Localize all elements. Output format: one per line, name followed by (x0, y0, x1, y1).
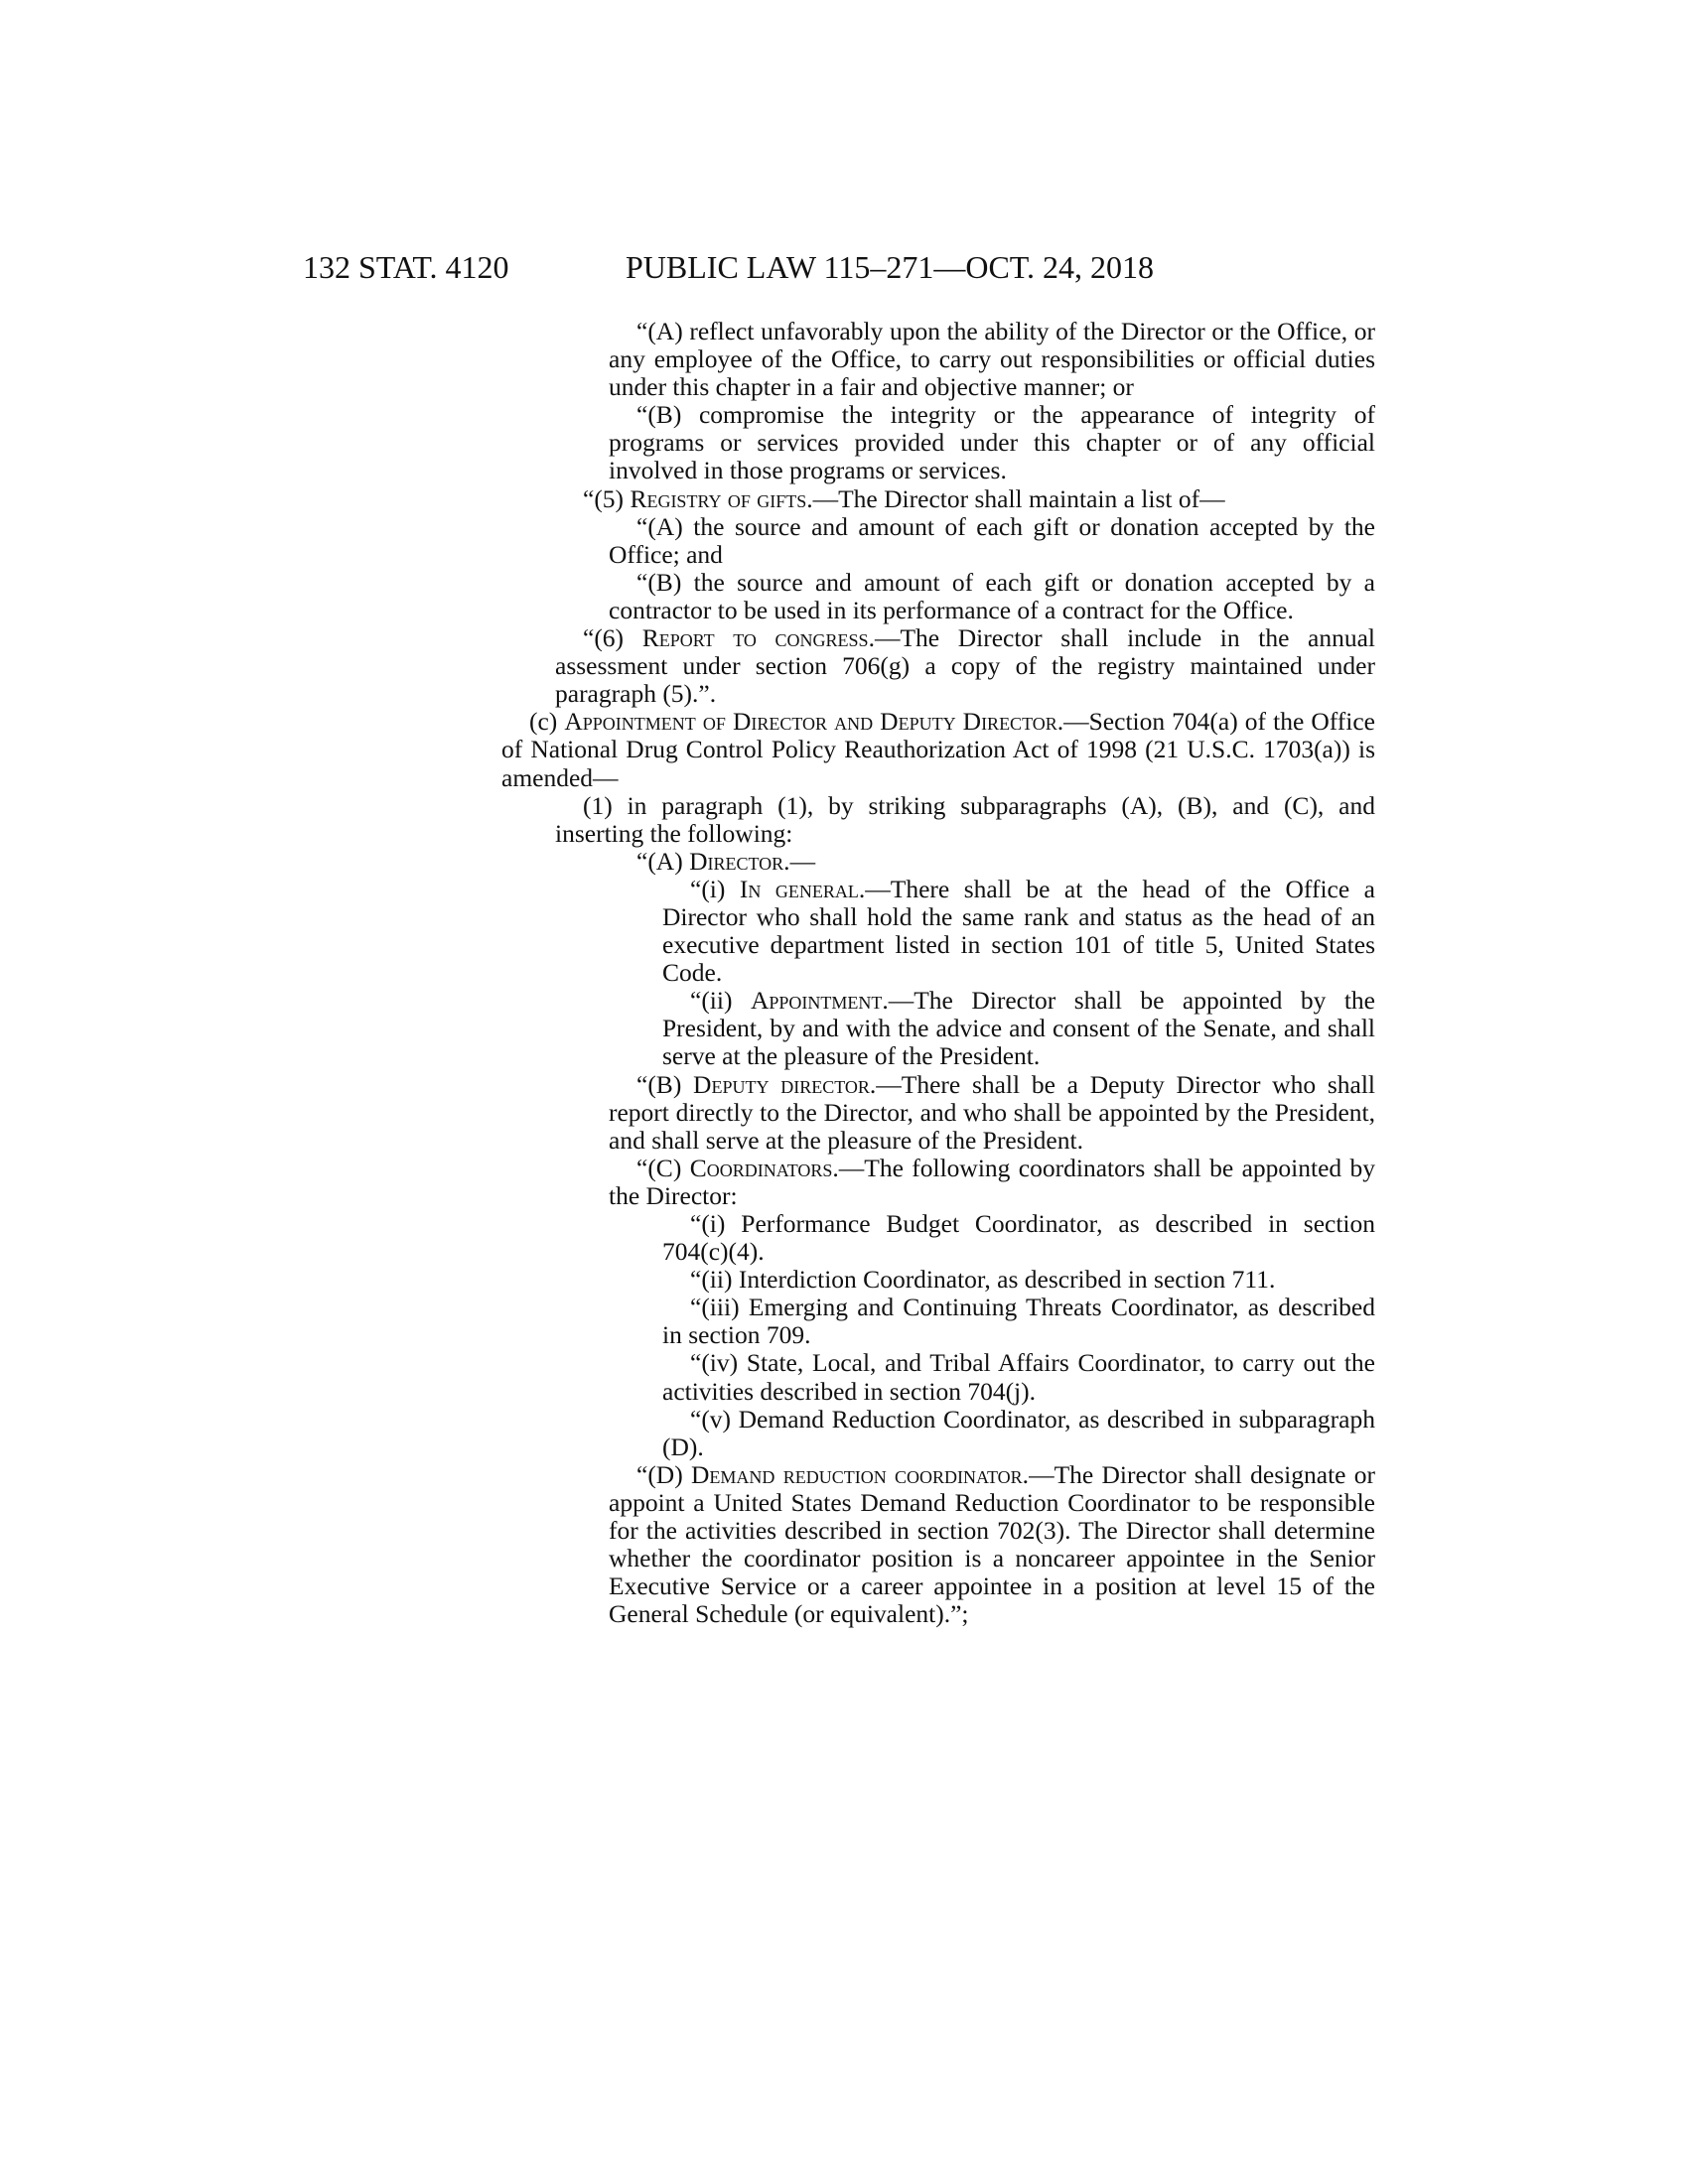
paragraph-text: — (789, 846, 816, 876)
paragraph-heading: Demand reduction coordinator. (691, 1459, 1030, 1489)
paragraph-text: “(A) the source and amount of each gift or donation accepted by the Office; and (609, 511, 1375, 569)
paragraph-text: —There shall be a Deputy Director who shall report directly to the Director, and who shall be appointed by the President, and shall serve at the pleasure of the President. (609, 1069, 1375, 1155)
paragraph-text: —The Director shall maintain a list of— (812, 483, 1225, 513)
paragraph-lead: “(ii) (690, 986, 751, 1016)
subparagraph-b-compromise (501, 401, 1375, 484)
paragraph-heading: Appointment. (750, 986, 889, 1016)
paragraph-text: “(iii) Emerging and Continuing Threats Coordinator, as described in section 709. (662, 1293, 1375, 1350)
paragraph-text: —The Director shall be appointed by the President, by and with the advice and consent of the Senate, and shall serve at the pleasure of the President. (662, 986, 1375, 1071)
body-text (501, 318, 1375, 1628)
clause-ii-appointment (501, 987, 1375, 1070)
paragraph-heading: Appointment of Director and Deputy Director. (564, 707, 1064, 737)
paragraph-lead: “(i) (690, 874, 740, 903)
paragraph-lead: “(B) (636, 1069, 694, 1099)
paragraph-text: (1) in paragraph (1), by striking subparagraphs (A), (B), and (C), and inserting the following: (555, 790, 1375, 848)
paragraph-text: “(ii) Interdiction Coordinator, as described in section 711. (690, 1265, 1276, 1295)
paragraph-6-report (501, 624, 1375, 708)
paragraph-text: “(B) the source and amount of each gift or donation accepted by a contractor to be used in its performance of a contract for the Office. (609, 567, 1375, 624)
subparagraph-a-source-office (501, 513, 1375, 569)
paragraph-lead: “(C) (636, 1153, 690, 1182)
clause-iv-state-local-tribal (501, 1349, 1375, 1405)
running-header: PUBLIC LAW 115–271—OCT. 24, 2018 (626, 249, 1154, 285)
paragraph-text: “(A) reflect unfavorably upon the ability of the Director or the Office, or any employee of the Office, to carry out responsibilities or official duties under this chapter in a fair and objective manner; or (609, 317, 1375, 402)
paragraph-text: “(B) compromise the integrity or the appearance of integrity of programs or services provided under this chapter or of any official involved in those programs or services. (609, 400, 1375, 485)
subsection-c-appointment (501, 708, 1375, 791)
clause-i-performance-budget (501, 1210, 1375, 1266)
paragraph-5-registry (501, 485, 1375, 513)
paragraph-text: —The following coordinators shall be appointed by the Director: (609, 1153, 1376, 1210)
subparagraph-a-reflect (501, 318, 1375, 401)
clause-i-in-general (501, 876, 1375, 987)
statute-page-number: 132 STAT. 4120 (303, 249, 509, 285)
paragraph-text: —There shall be at the head of the Office a Director who shall hold the same rank and status as the head of an executive department listed in section 101 of title 5, United States Code. (662, 874, 1375, 988)
subparagraph-a-director (501, 848, 1375, 876)
paragraph-text: —Section 704(a) of the Office of National Drug Control Policy Reauthorization Act of 1998 (21 U.S.C. 1703(a)) is amended— (501, 707, 1375, 792)
paragraph-heading: Report to congress. (641, 623, 875, 653)
paragraph-heading: Deputy director. (693, 1069, 877, 1099)
paragraph-heading: Director. (689, 846, 790, 876)
paragraph-lead: “(A) (636, 846, 690, 876)
paragraph-text: —The Director shall include in the annual assessment under section 706(g) a copy of the registry maintained under paragraph (5).”. (555, 623, 1375, 709)
paragraph-heading: Registry of gifts. (630, 483, 813, 513)
subparagraph-d-demand-reduction-coordinator (501, 1461, 1375, 1629)
paragraph-lead: “(6) (583, 623, 642, 653)
paragraph-lead: “(D) (636, 1459, 692, 1489)
subparagraph-b-deputy-director (501, 1071, 1375, 1155)
paragraph-text: —The Director shall designate or appoint a United States Demand Reduction Coordinator to be responsible for the activities described in section 702(3). The Director shall determine whether the coordinator position is a noncareer appointee in the Senior Executive Service or a career appointee in a position at level 15 of the General Schedule (or equivalent).”; (609, 1459, 1376, 1629)
paragraph-text: “(iv) State, Local, and Tribal Affairs Coordinator, to carry out the activities described in section 704(j). (662, 1348, 1375, 1406)
paragraph-heading: In general. (739, 874, 866, 903)
paragraph-text: “(v) Demand Reduction Coordinator, as described in subparagraph (D). (662, 1404, 1375, 1461)
paragraph-lead: “(5) (583, 483, 631, 513)
paragraph-lead: (c) (529, 707, 565, 737)
subparagraph-b-source-contractor (501, 569, 1375, 624)
clause-iii-emerging-threats (501, 1294, 1375, 1349)
clause-ii-interdiction (501, 1266, 1375, 1294)
paragraph-text: “(i) Performance Budget Coordinator, as described in section 704(c)(4). (662, 1209, 1375, 1267)
paragraph-heading: Coordinators. (689, 1153, 839, 1182)
subparagraph-c-coordinators (501, 1155, 1375, 1210)
clause-v-demand-reduction (501, 1406, 1375, 1461)
paragraph-1-striking (501, 792, 1375, 848)
